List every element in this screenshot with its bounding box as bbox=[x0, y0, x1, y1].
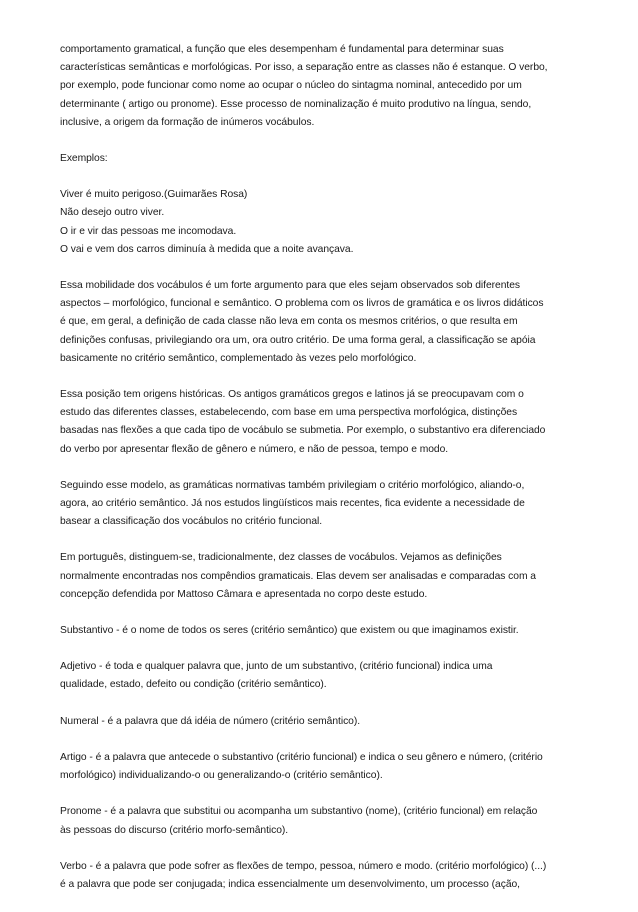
text-line: Seguindo esse modelo, as gramáticas normativas também privilegiam o critério morfológico, aliando-o, bbox=[60, 479, 525, 491]
text-line: estudo das diferentes classes, estabelecendo, com base em uma perspectiva morfológica, distinções bbox=[60, 407, 518, 419]
text-line: concepção defendida por Mattoso Câmara e apresentada no corpo deste estudo. bbox=[60, 588, 428, 600]
paragraph-examples bbox=[60, 186, 580, 259]
text-line: O vai e vem dos carros diminuía à medida que a noite avançava. bbox=[60, 243, 354, 255]
definition-artigo bbox=[60, 749, 580, 785]
text-line: agora, ao critério semântico. Já nos estudos lingüísticos mais recentes, fica evidente a necessidade de bbox=[60, 498, 525, 510]
text-line: definições confusas, privilegiando ora um, ora outro critério. De uma forma geral, a classificação se apóia bbox=[60, 334, 536, 346]
text-line: Numeral - é a palavra que dá idéia de número (critério semântico). bbox=[60, 715, 361, 727]
text-line: Essa posição tem origens históricas. Os antigos gramáticos gregos e latinos já se preocupavam com o bbox=[60, 389, 524, 401]
text-line: Adjetivo - é toda e qualquer palavra que, junto de um substantivo, (critério funcional) indica uma bbox=[60, 661, 493, 673]
paragraph-history bbox=[60, 386, 580, 459]
text-line: morfológico) individualizando-o ou generalizando-o (critério semântico). bbox=[60, 770, 383, 782]
definition-substantivo bbox=[60, 622, 580, 640]
text-line: Exemplos: bbox=[60, 153, 108, 165]
definition-adjetivo bbox=[60, 658, 580, 694]
text-line: é a palavra que pode ser conjugada; indica essencialmente um desenvolvimento, um processo (ação, bbox=[60, 878, 520, 890]
text-line: normalmente encontradas nos compêndios gramaticais. Elas devem ser analisadas e comparadas com a bbox=[60, 570, 536, 582]
text-line: basicamente no critério semântico, complementado às vezes pelo morfológico. bbox=[60, 352, 417, 364]
definition-numeral bbox=[60, 713, 580, 731]
text-line: Substantivo - é o nome de todos os seres (critério semântico) que existem ou que imaginamos existir. bbox=[60, 625, 519, 637]
text-line: Não desejo outro viver. bbox=[60, 207, 165, 219]
text-line: O ir e vir das pessoas me incomodava. bbox=[60, 225, 237, 237]
paragraph-nominalization bbox=[60, 41, 580, 132]
text-line: é que, em geral, a definição de cada classe não leva em conta os mesmos critérios, o que resulta em bbox=[60, 316, 518, 328]
text-line: Pronome - é a palavra que substitui ou acompanha um substantivo (nome), (critério funcional) em relação bbox=[60, 806, 538, 818]
text-line: qualidade, estado, defeito ou condição (critério semântico). bbox=[60, 679, 327, 691]
text-line: basear a classificação dos vocábulos no critério funcional. bbox=[60, 516, 323, 528]
text-line: aspectos – morfológico, funcional e semântico. O problema com os livros de gramática e os livros didáticos bbox=[60, 298, 544, 310]
text-line: basadas nas flexões a que cada tipo de vocábulo se submetia. Por exemplo, o substantivo era diferenciado bbox=[60, 425, 546, 437]
paragraph-normative bbox=[60, 477, 580, 532]
text-line: Em português, distinguem-se, tradicionalmente, dez classes de vocábulos. Vejamos as definições bbox=[60, 552, 502, 564]
paragraph-mobility bbox=[60, 277, 580, 368]
text-line: comportamento gramatical, a função que eles desempenham é fundamental para determinar suas bbox=[60, 44, 504, 55]
text-line: do verbo por apresentar flexão de gênero e número, e não de pessoa, tempo e modo. bbox=[60, 443, 449, 455]
text-line: Viver é muito perigoso.(Guimarães Rosa) bbox=[60, 189, 248, 201]
definition-verbo bbox=[60, 858, 580, 894]
text-line: Artigo - é a palavra que antecede o substantivo (critério funcional) e indica o seu gênero e número, (critério bbox=[60, 751, 543, 763]
paragraph-examples-heading bbox=[60, 150, 580, 168]
text-line: características semânticas e morfológicas. Por isso, a separação entre as classes não é estanque. O verbo, bbox=[60, 62, 548, 74]
text-line: inclusive, a origem da formação de inúmeros vocábulos. bbox=[60, 116, 315, 128]
text-line: determinante ( artigo ou pronome). Esse processo de nominalização é muito produtivo na língua, sendo, bbox=[60, 98, 532, 110]
text-line: às pessoas do discurso (critério morfo-semântico). bbox=[60, 824, 289, 836]
text-line: por exemplo, pode funcionar como nome ao ocupar o núcleo do sintagma nominal, antecedido por um bbox=[60, 80, 522, 92]
document-body bbox=[60, 41, 580, 912]
definition-pronome bbox=[60, 803, 580, 839]
text-line: Verbo - é a palavra que pode sofrer as flexões de tempo, pessoa, número e modo. (critério morfológico) (...) bbox=[60, 860, 547, 872]
text-line: Essa mobilidade dos vocábulos é um forte argumento para que eles sejam observados sob diferentes bbox=[60, 280, 520, 292]
paragraph-ten-classes bbox=[60, 549, 580, 604]
